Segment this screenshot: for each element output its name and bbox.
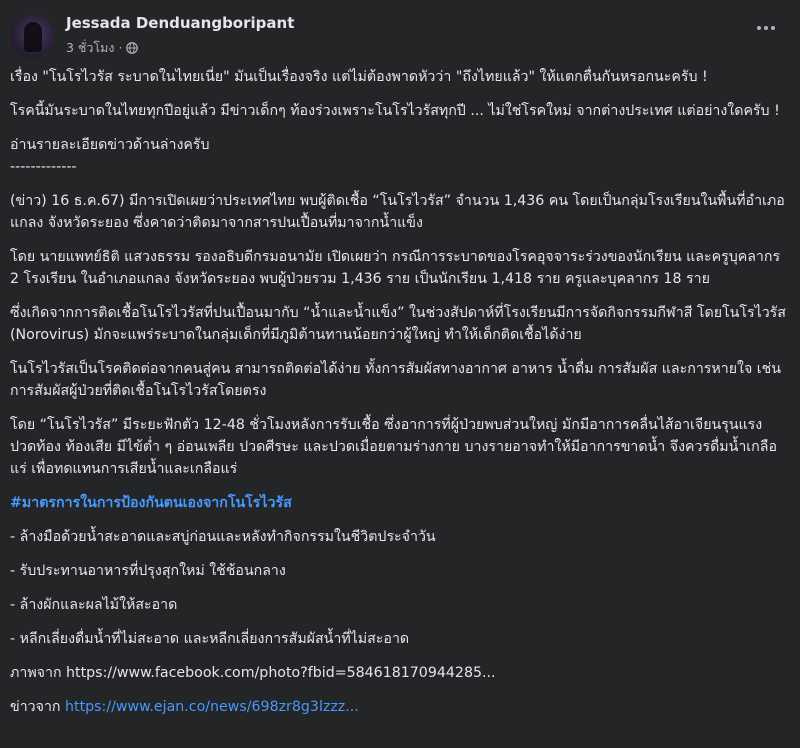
paragraph-4: (ข่าว) 16 ธ.ค.67) มีการเปิดเผยว่าประเทศไทย พบผู้ติดเชื้อ “โนโรไวรัส” จำนวน 1,436 คน โดยเป็นกลุ่มโรงเรียนในพื้นที่อำเภอแกลง จังหวัดระยอง ซึ่งคาดว่าติดมาจากสารปนเปื้อนที่มาจากน้ำแข็ง xyxy=(10,193,785,231)
image-source: ภาพจาก https://www.facebook.com/photo?fbid=584618170944285... xyxy=(10,665,496,681)
bullet-3: - ล้างผักและผลไม้ให้สะอาด xyxy=(10,597,178,613)
bullet-4: - หลีกเลี่ยงดื่มน้ำที่ไม่สะอาด และหลีกเลี่ยงการสัมผัสน้ำที่ไม่สะอาด xyxy=(10,631,410,647)
post-header xyxy=(10,12,790,62)
author-name[interactable]: Jessada Denduangboripant xyxy=(66,14,295,32)
news-source-label: ข่าวจาก xyxy=(10,699,61,715)
news-source xyxy=(10,696,788,718)
paragraph-7: โนโรไวรัสเป็นโรคติดต่อจากคนสู่คน สามารถติดต่อได้ง่าย ทั้งการสัมผัสทางอากาศ อาหาร น้ำดื่ม การสัมผัส และการหายใจ เช่น การสัมผัสผู้ป่วยที่ติดเชื้อโนโรไวรัสโดยตรง xyxy=(10,361,781,399)
post-timestamp[interactable]: 3 ชั่วโมง · xyxy=(66,40,123,55)
post-meta xyxy=(66,38,138,58)
globe-icon xyxy=(126,42,138,54)
divider-line: ------------- xyxy=(10,159,77,175)
hashtag-link[interactable]: #มาตรการในการป้องกันตนเองจากโนโรไวรัส xyxy=(10,495,292,511)
paragraph-2: โรคนี้มันระบาดในไทยทุกปีอยู่แล้ว มีข่าวเด็กๆ ท้องร่วงเพราะโนโรไวรัสทุกปี ... ไม่ใช่โรคใหม่ จากต่างประเทศ แต่อย่างใดครับ ! xyxy=(10,103,780,119)
bullet-2: - รับประทานอาหารที่ปรุงสุกใหม่ ใช้ช้อนกลาง xyxy=(10,563,286,579)
paragraph-5: โดย นายแพทย์ธิติ แสวงธรรม รองอธิบดีกรมอนามัย เปิดเผยว่า กรณีการระบาดของโรคอุจจาระร่วงของนักเรียน และครูบุคลากร 2 โรงเรียน ในอำเภอแกลง จังหวัดระยอง พบผู้ป่วยรวม 1,436 ราย เป็นนักเรียน 1,418 ราย ครูและบุคลากร 18 ราย xyxy=(10,249,781,287)
more-options-icon[interactable] xyxy=(752,16,780,40)
paragraph-1: เรื่อง "โนโรไวรัส ระบาดในไทยเนี่ย" มันเป็นเรื่องจริง แต่ไม่ต้องพาดหัวว่า "ถึงไทยแล้ว" ให้แตกตื่นกันหรอกนะครับ ! xyxy=(10,69,708,85)
paragraph-8: โดย “โนโรไวรัส” มีระยะฟักตัว 12-48 ชั่วโมงหลังการรับเชื้อ ซึ่งอาการที่ผู้ป่วยพบส่วนใหญ่ มักมีอาการคลื่นไส้อาเจียนรุนแรง ปวดท้อง ท้องเสีย มีไข้ต่ำ ๆ อ่อนเพลีย ปวดศีรษะ และปวดเมื่อยตามร่างกาย บางรายอาจทำให้มีอาการขาดน้ำ จึงควรดื่มน้ำเกลือแร่ เพื่อทดแทนการเสียน้ำและเกลือแร่ xyxy=(10,417,777,477)
post-body xyxy=(10,66,788,730)
paragraph-3: อ่านรายละเอียดข่าวด้านล่างครับ xyxy=(10,137,210,153)
paragraph-6: ซึ่งเกิดจากการติดเชื้อโนโรไวรัสที่ปนเปื้อนมากับ “น้ำและน้ำแข็ง” ในช่วงสัปดาห์ที่โรงเรียนมีการจัดกิจกรรมกีฬาสี โดยโนโรไวรัส (Norovirus) มักจะแพร่ระบาดในกลุ่มเด็กที่มีภูมิต้านทานน้อยกว่าผู้ใหญ่ ทำให้เด็กติดเชื้อได้ง่าย xyxy=(10,305,786,343)
bullet-1: - ล้างมือด้วยน้ำสะอาดและสบู่ก่อนและหลังทำกิจกรรมในชีวิตประจำวัน xyxy=(10,529,436,545)
author-avatar[interactable] xyxy=(10,14,54,58)
news-source-link[interactable]: https://www.ejan.co/news/698zr8g3lzzz... xyxy=(65,699,359,715)
